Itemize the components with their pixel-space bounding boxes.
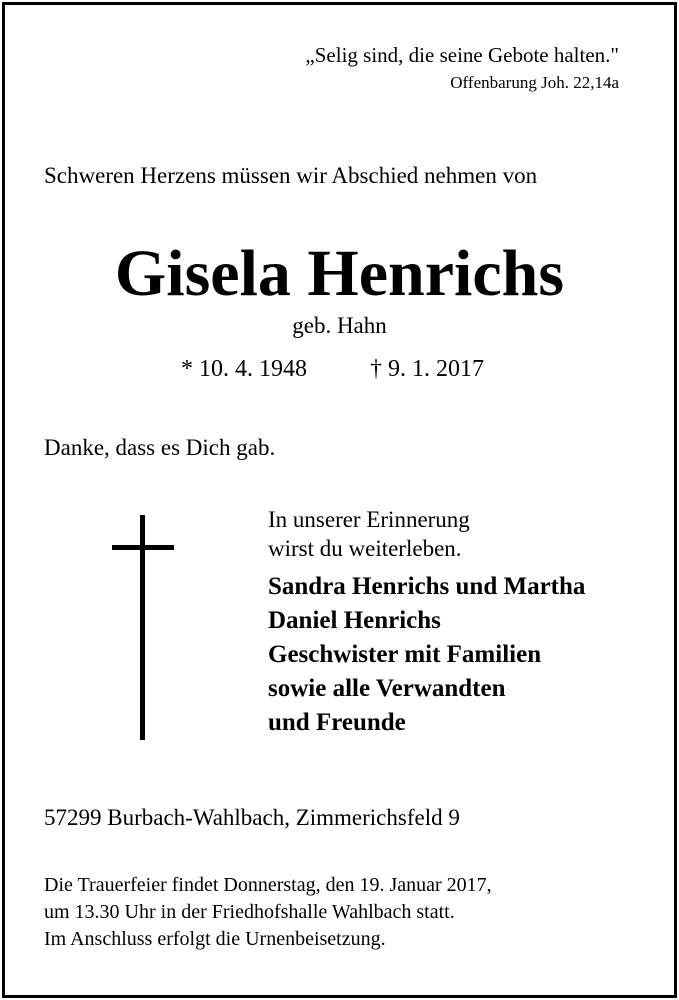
quote-source: Offenbarung Joh. 22,14a (450, 73, 619, 92)
mourner-line: Sandra Henrichs und Martha (268, 573, 586, 600)
maiden-name: geb. Hahn (292, 313, 387, 338)
notice-border (2, 2, 677, 998)
deceased-name: Gisela Henrichs (114, 237, 565, 310)
service-line: um 13.30 Uhr in der Friedhofshalle Wahlbach statt. (44, 901, 455, 923)
mourner-line: und Freunde (268, 709, 406, 736)
mourner-line: Geschwister mit Familien (268, 641, 542, 668)
memory-text (268, 505, 470, 563)
service-line: Im Anschluss erfolgt die Urnenbeisetzung. (44, 928, 386, 950)
mourner-line: sowie alle Verwandten (268, 675, 506, 702)
mourner-line: Daniel Henrichs (268, 607, 441, 634)
memory-line: In unserer Erinnerung (268, 507, 470, 532)
death-date: † 9. 1. 2017 (370, 356, 484, 382)
bible-quote: „Selig sind, die seine Gebote halten." (305, 43, 619, 67)
address: 57299 Burbach-Wahlbach, Zimmerichsfeld 9 (44, 805, 460, 830)
birth-date: * 10. 4. 1948 (181, 356, 307, 382)
service-line: Die Trauerfeier findet Donnerstag, den 19. Januar 2017, (44, 874, 492, 896)
mourners-list (268, 570, 585, 740)
thanks-text: Danke, dass es Dich gab. (44, 435, 276, 460)
intro-text: Schweren Herzens müssen wir Abschied nehmen von (44, 163, 538, 188)
cross-icon (112, 515, 174, 740)
service-info (44, 872, 492, 953)
memory-line: wirst du weiterleben. (268, 536, 462, 561)
